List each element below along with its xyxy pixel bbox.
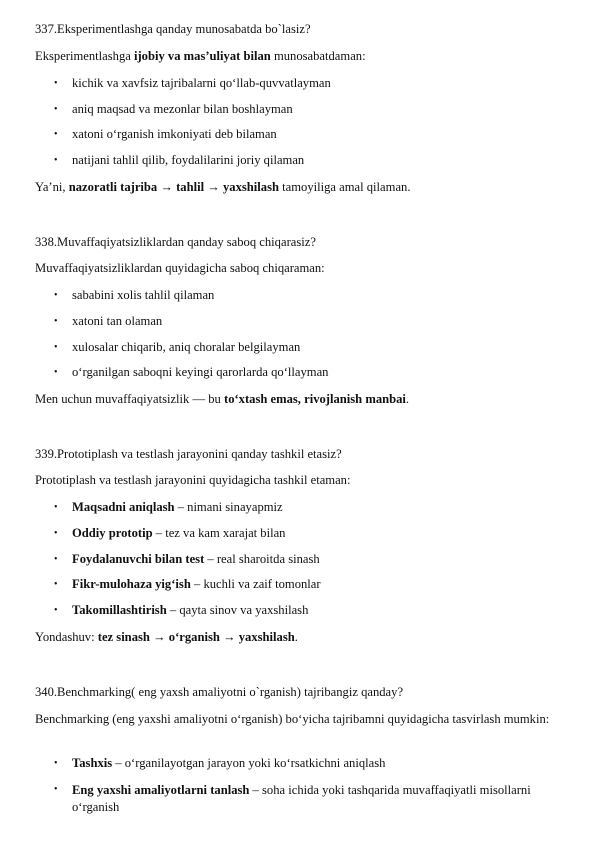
q340-item-bold: Eng yaxshi amaliyotlarni tanlash [72, 783, 250, 797]
q337-outro-text: Ya’ni, [35, 180, 69, 194]
q337-intro-text: Eksperimentlashga [35, 49, 134, 63]
q338-item: xulosalar chiqarib, aniq choralar belgilayman [72, 340, 301, 354]
bullet-icon: • [54, 290, 58, 301]
q339-outro-end: . [294, 630, 298, 644]
bullet-icon: • [54, 758, 58, 769]
q340-item-bold: Tashxis [72, 756, 113, 770]
q339-item-bold: Oddiy prototip [72, 526, 153, 540]
q339-item [72, 526, 285, 541]
q337-intro-end: munosabatdaman: [270, 49, 366, 63]
q340-item-text: – soha ichida yoki tashqarida muvaffaqiyatli misollarni o‘rganish [72, 783, 531, 814]
bullet-icon: • [54, 316, 58, 327]
q339-item-text: – tez va kam xarajat bilan [152, 526, 286, 540]
q337-outro [35, 180, 410, 195]
q339-outro-text: Yondashuv: [35, 630, 98, 644]
q338-outro [35, 392, 409, 407]
q339-item-text: – kuchli va zaif tomonlar [190, 577, 321, 591]
q338-item: xatoni tan olaman [72, 314, 163, 328]
q339-item-text: – real sharoitda sinash [204, 552, 320, 566]
q340-item [72, 782, 542, 816]
q339-item [72, 500, 283, 515]
bullet-icon: • [54, 502, 58, 513]
q337-intro-bold: ijobiy va mas’uliyat bilan [133, 49, 271, 63]
q339-item-bold: Takomillashtirish [72, 603, 167, 617]
bullet-icon: • [54, 155, 58, 166]
q337-outro-bold: nazoratli tajriba → tahlil → yaxshilash [68, 180, 279, 194]
q338-outro-end: . [405, 392, 410, 406]
q337-item: xatoni o‘rganish imkoniyati deb bilaman [72, 127, 277, 141]
q340-title: 340.Benchmarking( eng yaxsh amaliyotni o`rganish) tajribangiz qanday? [35, 685, 404, 699]
q338-title: 338.Muvaffaqiyatsizliklardan qanday saboq chiqarasiz? [35, 235, 316, 249]
q339-item [72, 577, 321, 592]
bullet-icon: • [54, 784, 58, 795]
bullet-icon: • [54, 342, 58, 353]
q339-item [72, 552, 320, 567]
q337-item: aniq maqsad va mezonlar bilan boshlayman [72, 102, 293, 116]
q339-item-bold: Maqsadni aniqlash [72, 500, 175, 514]
q340-intro: Benchmarking (eng yaxshi amaliyotni o‘rganish) bo‘yicha tajribamni quyidagicha tasvirlash mumkin: [35, 712, 550, 726]
q339-intro: Prototiplash va testlash jarayonini quyidagicha tashkil etaman: [35, 473, 351, 487]
q337-outro-end: tamoyiliga amal qilaman. [278, 180, 411, 194]
q338-outro-text: Men uchun muvaffaqiyatsizlik — bu [35, 392, 224, 406]
bullet-icon: • [54, 605, 58, 616]
q337-title: 337.Eksperimentlashga qanday munosabatda bo`lasiz? [35, 22, 311, 36]
q339-item-text: – qayta sinov va yaxshilash [166, 603, 309, 617]
q340-item [72, 756, 385, 771]
bullet-icon: • [54, 554, 58, 565]
q338-item: o‘rganilgan saboqni keyingi qarorlarda qo‘llayman [72, 365, 329, 379]
q339-item-bold: Fikr-mulohaza yig‘ish [72, 577, 191, 591]
bullet-icon: • [54, 78, 58, 89]
q339-item [72, 603, 308, 618]
bullet-icon: • [54, 129, 58, 140]
q338-outro-bold: to‘xtash emas, rivojlanish manbai [224, 392, 406, 406]
bullet-icon: • [54, 528, 58, 539]
bullet-icon: • [54, 367, 58, 378]
q340-item-text: – o‘rganilayotgan jarayon yoki ko‘rsatkichni aniqlash [112, 756, 386, 770]
q337-item: kichik va xavfsiz tajribalarni qo‘llab-quvvatlayman [72, 76, 331, 90]
q339-item-bold: Foydalanuvchi bilan test [72, 552, 205, 566]
q339-outro [35, 630, 298, 645]
q338-intro: Muvaffaqiyatsizliklardan quyidagicha saboq chiqaraman: [35, 261, 325, 275]
bullet-icon: • [54, 104, 58, 115]
bullet-icon: • [54, 579, 58, 590]
q338-item: sababini xolis tahlil qilaman [72, 288, 215, 302]
q339-outro-bold: tez sinash → o‘rganish → yaxshilash [97, 630, 295, 644]
q339-item-text: – nimani sinayapmiz [174, 500, 283, 514]
q337-item: natijani tahlil qilib, foydalilarini joriy qilaman [72, 153, 305, 167]
q339-title: 339.Prototiplash va testlash jarayonini qanday tashkil etasiz? [35, 447, 342, 461]
q337-intro [35, 49, 366, 64]
